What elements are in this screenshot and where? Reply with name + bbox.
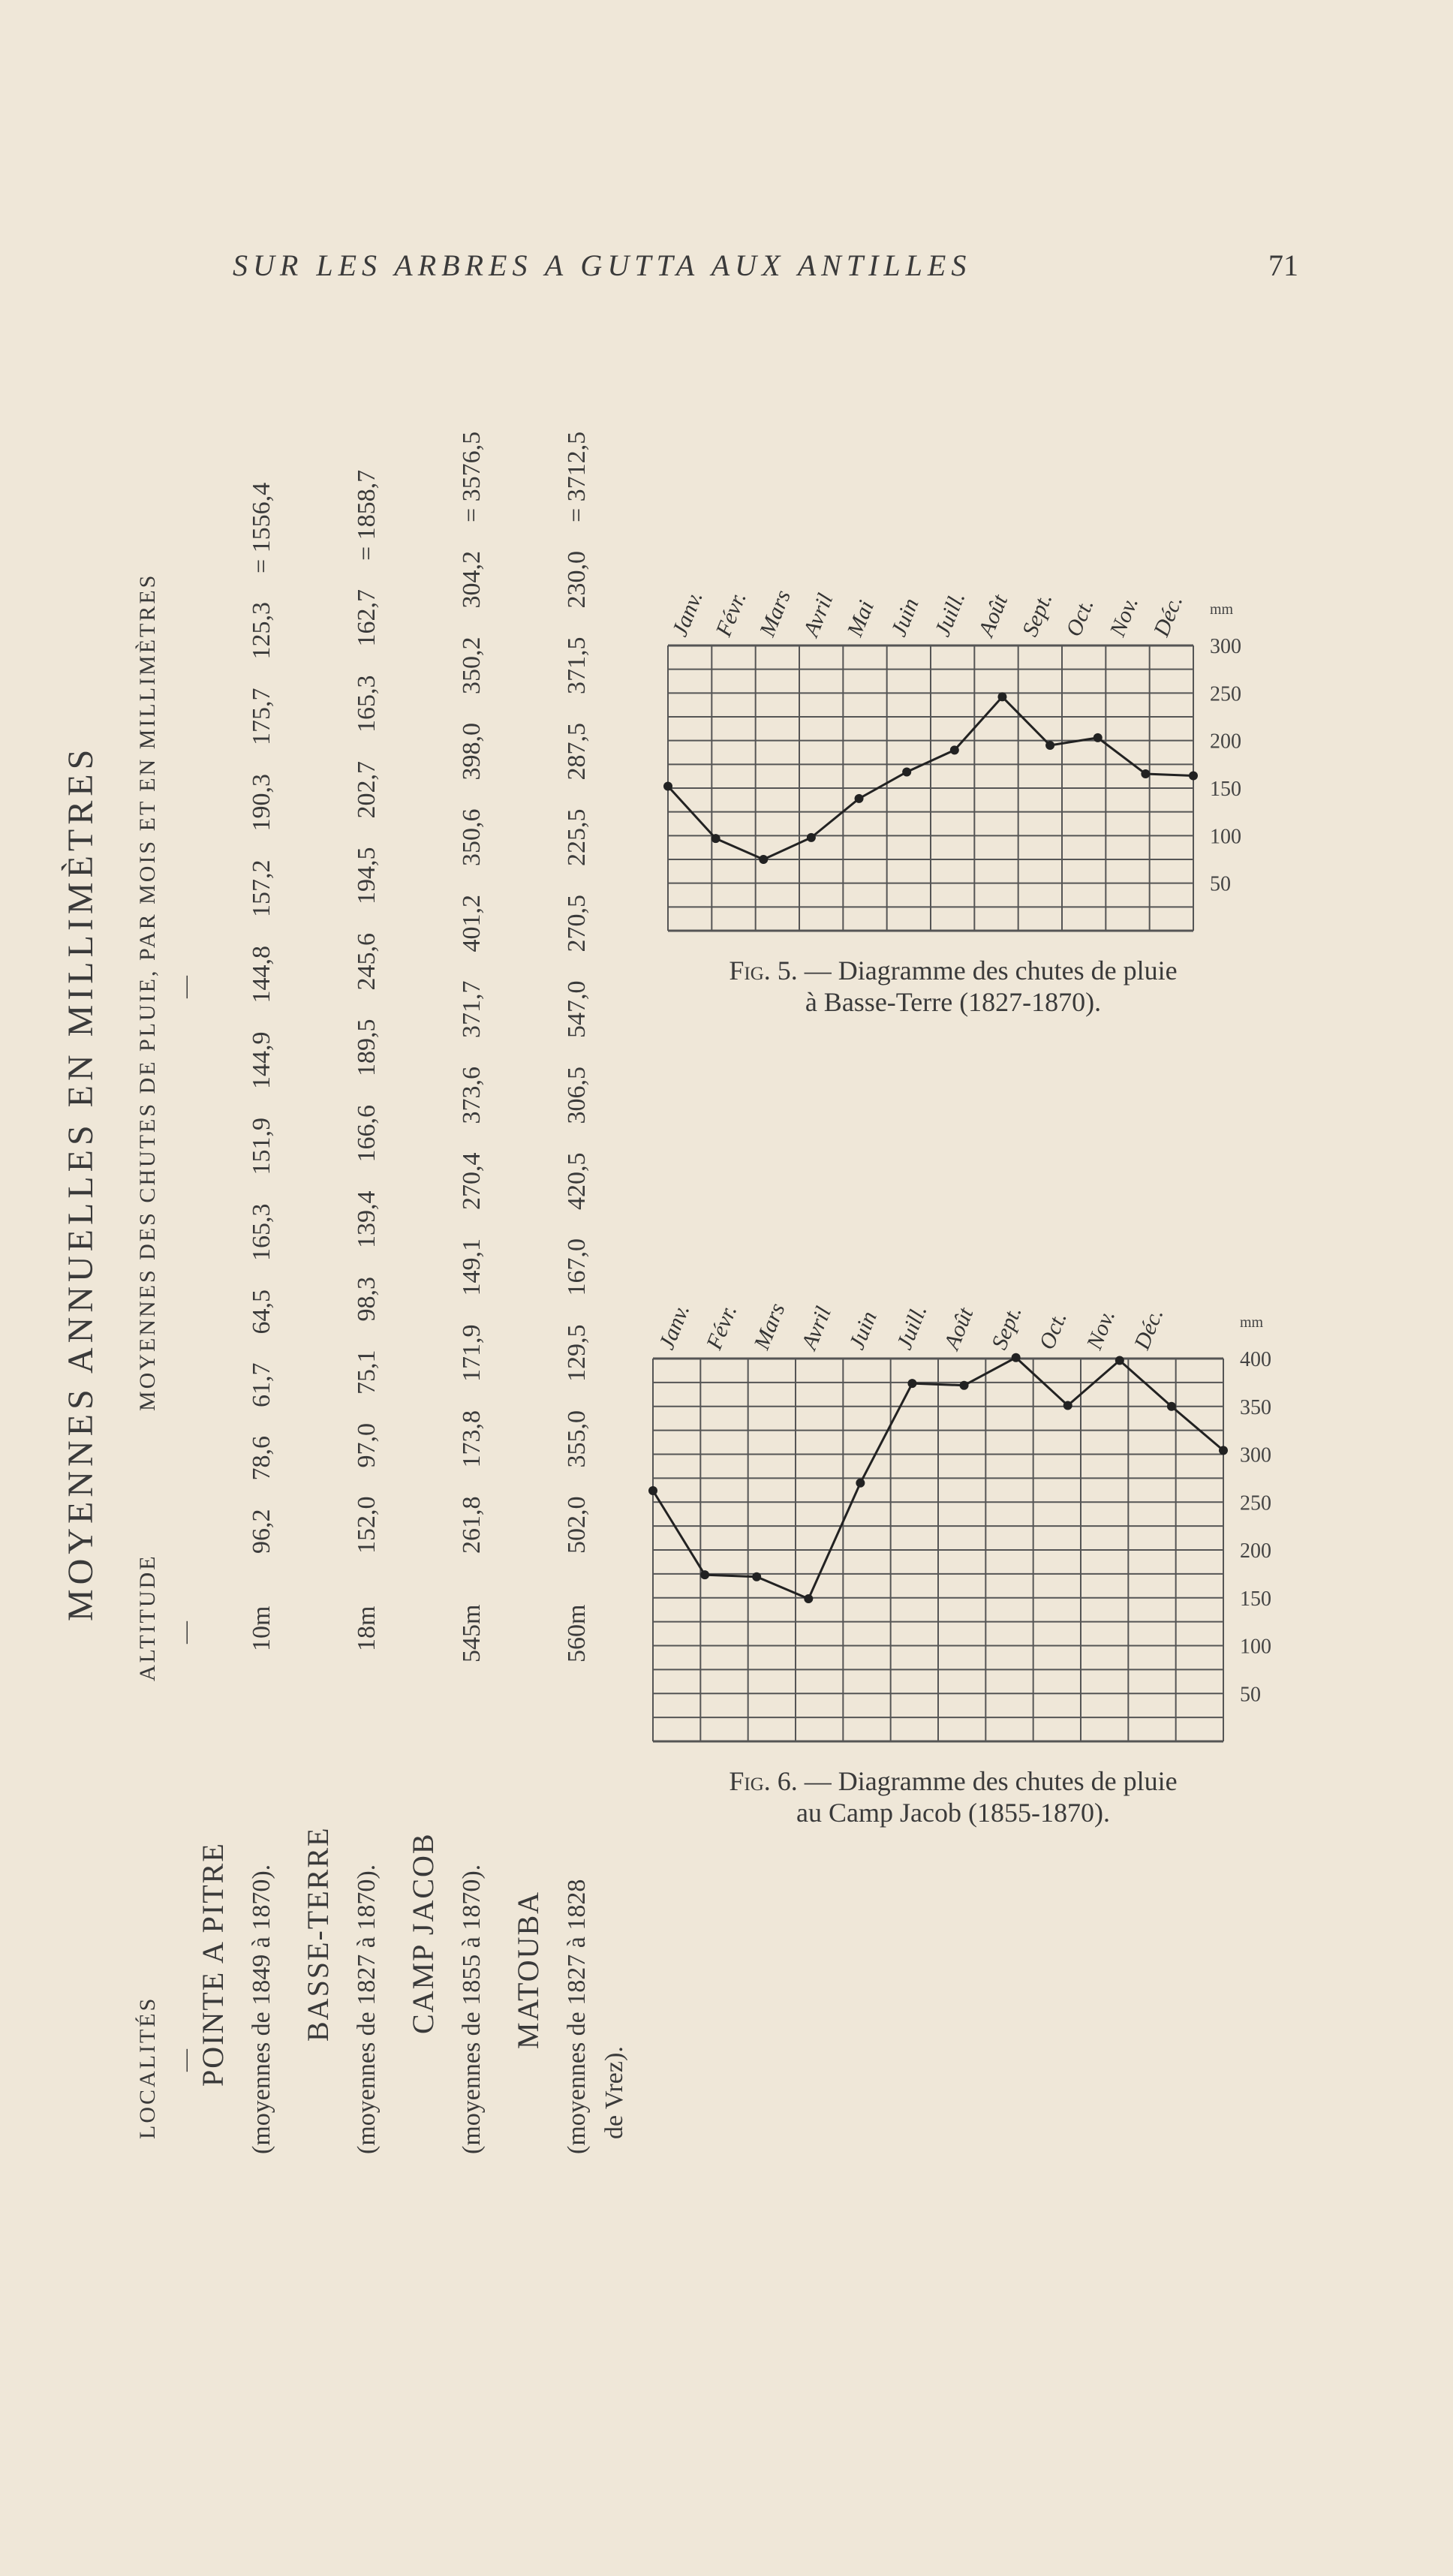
month-label: Août — [973, 591, 1013, 640]
fig5-label: Fig. 5. — [729, 955, 798, 986]
y-tick-label: 400 — [1240, 1348, 1271, 1371]
cell: 270,4 — [458, 1152, 486, 1210]
col-localites-header: LOCALITÉS — [135, 1996, 160, 2139]
cell: 355,0 — [563, 1410, 591, 1468]
month-label: Juin — [886, 594, 924, 640]
row-name: POINTE A PITRE — [196, 1842, 230, 2087]
data-point — [1167, 1402, 1176, 1411]
fig6-caption-line2: au Camp Jacob (1855-1870). — [796, 1798, 1110, 1828]
fig6-chart — [638, 1276, 1328, 1756]
row-altitude: 18m — [353, 1605, 381, 1651]
y-tick-label: 300 — [1240, 1443, 1271, 1467]
cell: 401,2 — [458, 895, 486, 952]
cell: 270,5 — [563, 895, 591, 952]
cell: 78,6 — [248, 1436, 275, 1481]
altitude-dash: — — [173, 1621, 197, 1644]
month-label: Oct. — [1034, 1308, 1072, 1353]
row-values — [563, 432, 591, 1554]
y-tick-label: 250 — [1240, 1491, 1271, 1515]
month-label: Févr. — [701, 1301, 742, 1353]
month-label: Juill. — [930, 588, 970, 640]
row-values — [458, 432, 486, 1554]
fig5-caption-line1: — Diagramme des chutes de pluie — [804, 955, 1178, 986]
cell: 97,0 — [353, 1423, 381, 1468]
cell: 261,8 — [458, 1496, 486, 1554]
cell: 194,5 — [353, 847, 381, 904]
cell: 230,0 — [563, 551, 591, 609]
row-note: (moyennes de 1849 à 1870). — [248, 1864, 275, 2154]
row-name: CAMP JACOB — [406, 1832, 440, 2034]
cell: 202,7 — [353, 761, 381, 819]
data-point — [1045, 741, 1054, 750]
month-label: Sept. — [986, 1302, 1027, 1353]
data-point — [648, 1486, 657, 1495]
running-title: SUR LES ARBRES A GUTTA AUX ANTILLES — [233, 248, 972, 282]
data-point — [663, 781, 672, 790]
cell: 225,5 — [563, 808, 591, 866]
cell: 398,0 — [458, 723, 486, 781]
month-label: Sept. — [1017, 589, 1057, 640]
cell: 157,2 — [248, 859, 275, 917]
month-label: Avril — [799, 590, 838, 640]
cell: 98,3 — [353, 1277, 381, 1322]
data-point — [902, 767, 911, 776]
cell: 547,0 — [563, 980, 591, 1038]
data-point — [804, 1594, 813, 1603]
data-point — [960, 1381, 969, 1390]
y-tick-label: 50 — [1240, 1683, 1261, 1707]
cell: 287,5 — [563, 723, 591, 781]
data-point — [807, 833, 816, 842]
cell: 152,0 — [353, 1496, 381, 1554]
month-label: Janv. — [667, 587, 708, 640]
data-point — [907, 1379, 916, 1388]
cell: 129,5 — [563, 1324, 591, 1382]
cell: 125,3 — [248, 602, 275, 660]
cell: 189,5 — [353, 1019, 381, 1076]
fig5-chart — [638, 555, 1328, 946]
row-altitude: 560m — [563, 1604, 591, 1663]
row-note-2: de Vrez). — [600, 2046, 628, 2139]
data-point — [752, 1572, 761, 1581]
month-label: Nov. — [1081, 1306, 1121, 1353]
cell: 350,2 — [458, 636, 486, 694]
y-tick-label: 350 — [1240, 1395, 1271, 1419]
row-name: BASSE-TERRE — [301, 1826, 335, 2042]
data-point — [950, 745, 959, 754]
y-tick-label: 100 — [1210, 825, 1241, 849]
month-label: Juin — [844, 1308, 882, 1353]
cell: 165,3 — [248, 1203, 275, 1261]
data-point — [759, 855, 768, 864]
month-label: Nov. — [1105, 593, 1144, 640]
cell: 61,7 — [248, 1362, 275, 1407]
cell: 167,0 — [563, 1238, 591, 1296]
fig6-label: Fig. 6. — [729, 1766, 798, 1796]
data-point — [855, 794, 864, 803]
data-point — [700, 1570, 709, 1579]
moyennes-dash: — — [173, 976, 197, 998]
row-values — [248, 483, 276, 1554]
data-point — [1012, 1353, 1021, 1362]
row-note: (moyennes de 1827 à 1870). — [353, 1864, 381, 2154]
data-point — [1094, 733, 1103, 742]
cell: 304,2 — [458, 551, 486, 609]
fig5-caption — [653, 955, 1253, 1018]
rainfall-table — [45, 293, 628, 2169]
unit-label: mm — [1240, 1314, 1264, 1331]
data-point — [1189, 772, 1198, 781]
cell: 151,9 — [248, 1118, 275, 1175]
row-total: = 1858,7 — [353, 469, 381, 561]
fig6-caption — [645, 1765, 1261, 1828]
month-label: Mars — [749, 1299, 790, 1353]
y-tick-label: 100 — [1240, 1635, 1271, 1659]
fig5-caption-line2: à Basse-Terre (1827-1870). — [805, 987, 1102, 1017]
col-altitude-header: ALTITUDE — [135, 1554, 160, 1681]
y-tick-label: 200 — [1240, 1539, 1271, 1563]
row-altitude: 10m — [248, 1605, 275, 1651]
cell: 96,2 — [248, 1509, 275, 1554]
month-label: Avril — [796, 1303, 837, 1353]
data-point — [1115, 1356, 1124, 1365]
data-point — [1219, 1446, 1228, 1455]
month-label: Déc. — [1129, 1305, 1169, 1353]
col-moyennes-header: MOYENNES DES CHUTES DE PLUIE, PAR MOIS ET EN MILLIMÈTRES — [135, 573, 160, 1411]
cell: 144,8 — [248, 946, 275, 1004]
cell: 75,1 — [353, 1350, 381, 1395]
row-name: MATOUBA — [511, 1890, 545, 2049]
row-altitude: 545m — [458, 1604, 486, 1663]
y-tick-label: 150 — [1210, 778, 1241, 801]
month-label: Mars — [754, 586, 796, 640]
fig6-caption-line1: — Diagramme des chutes de pluie — [804, 1766, 1178, 1796]
localites-dash: — — [173, 2049, 197, 2072]
page-number: 71 — [1268, 248, 1298, 282]
cell: 502,0 — [563, 1496, 591, 1554]
cell: 171,9 — [458, 1324, 486, 1382]
cell: 245,6 — [353, 933, 381, 991]
month-label: Oct. — [1061, 595, 1099, 640]
cell: 371,7 — [458, 980, 486, 1038]
cell: 371,5 — [563, 636, 591, 694]
cell: 162,7 — [353, 589, 381, 647]
cell: 420,5 — [563, 1152, 591, 1210]
table-title: MOYENNES ANNUELLES EN MILLIMÈTRES — [61, 745, 101, 1621]
month-label: Févr. — [711, 588, 751, 640]
y-tick-label: 200 — [1210, 730, 1241, 754]
cell: 166,6 — [353, 1105, 381, 1163]
cell: 64,5 — [248, 1290, 275, 1335]
row-values — [353, 470, 381, 1554]
row-total: = 3576,5 — [458, 431, 486, 522]
cell: 139,4 — [353, 1190, 381, 1248]
cell: 175,7 — [248, 688, 275, 745]
data-point — [1063, 1401, 1072, 1410]
cell: 165,3 — [353, 675, 381, 733]
cell: 350,6 — [458, 808, 486, 866]
month-label: Juill. — [892, 1301, 932, 1353]
month-label: Mai — [842, 597, 880, 640]
cell: 173,8 — [458, 1410, 486, 1468]
cell: 306,5 — [563, 1067, 591, 1124]
data-point — [1141, 769, 1150, 778]
month-label: Août — [939, 1304, 979, 1353]
running-header — [233, 248, 1298, 293]
data-point — [711, 834, 720, 843]
cell: 144,9 — [248, 1031, 275, 1089]
cell: 149,1 — [458, 1238, 486, 1296]
data-point — [997, 692, 1006, 701]
cell: 373,6 — [458, 1067, 486, 1124]
month-label: Déc. — [1148, 591, 1188, 640]
unit-label: mm — [1210, 601, 1234, 618]
y-tick-label: 50 — [1210, 872, 1231, 896]
month-label: Janv. — [654, 1300, 695, 1353]
row-note: (moyennes de 1827 à 1828 — [563, 1879, 591, 2154]
y-tick-label: 150 — [1240, 1587, 1271, 1611]
row-note: (moyennes de 1855 à 1870). — [458, 1864, 486, 2154]
row-total: = 1556,4 — [248, 482, 275, 573]
y-tick-label: 250 — [1210, 682, 1241, 706]
y-tick-label: 300 — [1210, 635, 1241, 658]
row-total: = 3712,5 — [563, 431, 591, 522]
cell: 190,3 — [248, 774, 275, 832]
data-point — [856, 1479, 865, 1488]
